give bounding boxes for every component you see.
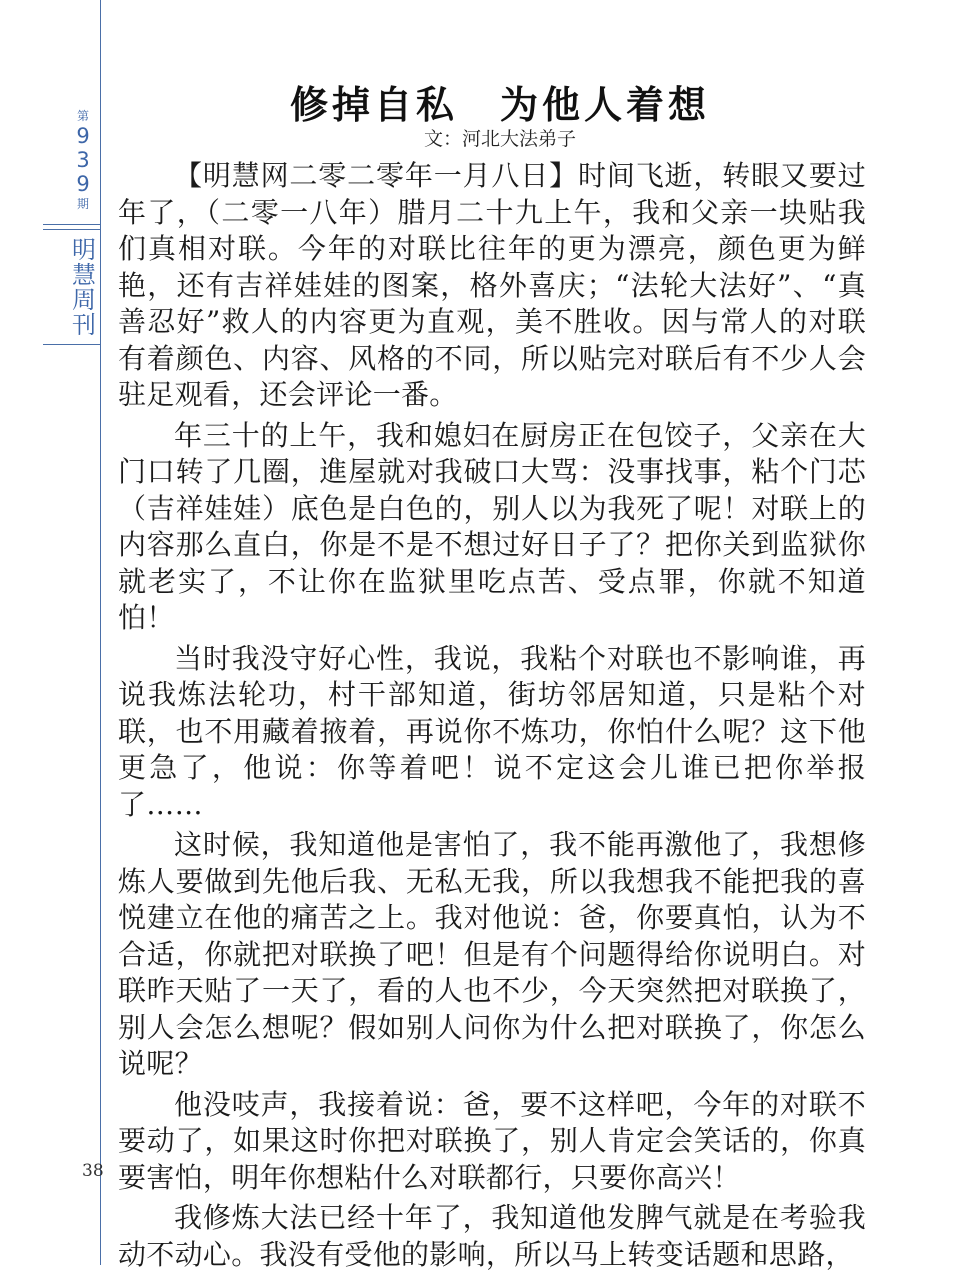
magazine-name bbox=[70, 238, 98, 338]
paragraph: 【明慧网二零二零年一月八日】时间飞逝，转眼又要过年了，（二零一八年）腊月二十九上午，我和父亲一块贴我们真相对联。今年的对联比往年的更为漂亮，颜色更为鲜艳，还有吉祥娃娃的图案，格外喜庆；“法轮大法好”、“真善忍好”救人的内容更为直观，美不胜收。因与常人的对联有着颜色、内容、风格的不同，所以贴完对联后有不少人会驻足观看，还会评论一番。 bbox=[118, 159, 866, 411]
magazine-name-char: 周 bbox=[72, 286, 96, 314]
issue-suffix: 期 bbox=[76, 197, 89, 211]
sidebar-rule-bottom bbox=[43, 344, 100, 345]
paragraph: 他没吱声，我接着说：爸，要不这样吧，今年的对联不要动了，如果这时你把对联换了，别人肯定会笑话的，你真要害怕，明年你想粘什么对联都行，只要你高兴！ bbox=[118, 1087, 866, 1194]
magazine-name-char: 明 bbox=[72, 236, 96, 264]
paragraph: 年三十的上午，我和媳妇在厨房正在包饺子，父亲在大门口转了几圈，進屋就对我破口大骂：没事找事，粘个门芯（吉祥娃娃）底色是白色的，别人以为我死了呢！对联上的内容那么直白，你是不是不想过好日子了？把你关到监狱你就老实了，不让你在监狱里吃点苦、受点罪，你就不知道怕！ bbox=[118, 418, 866, 634]
paragraph: 我修炼大法已经十年了，我知道他发脾气就是在考验我动不动心。我没有受他的影响，所以马上转变话题和思路， bbox=[118, 1201, 866, 1271]
article-body bbox=[118, 158, 866, 1277]
issue-number bbox=[66, 108, 100, 212]
sidebar-rule-top bbox=[43, 224, 100, 225]
page-number: 38 bbox=[82, 1161, 104, 1181]
paragraph: 这时候，我知道他是害怕了，我不能再激他了，我想修炼人要做到先他后我、无私无我，所以我想我不能把我的喜悦建立在他的痛苦之上。我对他说：爸，你要真怕，认为不合适，你就把对联换了吧！但是有个问题得给你说明白。对联昨天贴了一天了，看的人也不少，今天突然把对联换了，别人会怎么想呢？假如别人问你为什么把对联换了，你怎么说呢？ bbox=[118, 828, 866, 1080]
issue-digit: 9 bbox=[76, 172, 90, 196]
sidebar-rule-top-inner bbox=[43, 229, 100, 230]
issue-prefix: 第 bbox=[76, 109, 89, 123]
paragraph: 当时我没守好心性，我说，我粘个对联也不影响谁，再说我炼法轮功，村干部知道，街坊邻居知道，只是粘个对联，也不用藏着掖着，再说你不炼功，你怕什么呢？这下他更急了，他说：你等着吧！说不定这会儿谁已把你举报了…… bbox=[118, 641, 866, 821]
magazine-name-char: 刊 bbox=[72, 311, 96, 339]
magazine-name-char: 慧 bbox=[72, 261, 96, 289]
article-byline: 文：河北大法弟子 bbox=[423, 128, 576, 150]
issue-digit: 3 bbox=[76, 148, 90, 172]
sidebar-divider bbox=[100, 0, 101, 1265]
issue-digit: 9 bbox=[76, 124, 90, 148]
article-title: 修掉自私 为他人着想 bbox=[289, 83, 710, 127]
